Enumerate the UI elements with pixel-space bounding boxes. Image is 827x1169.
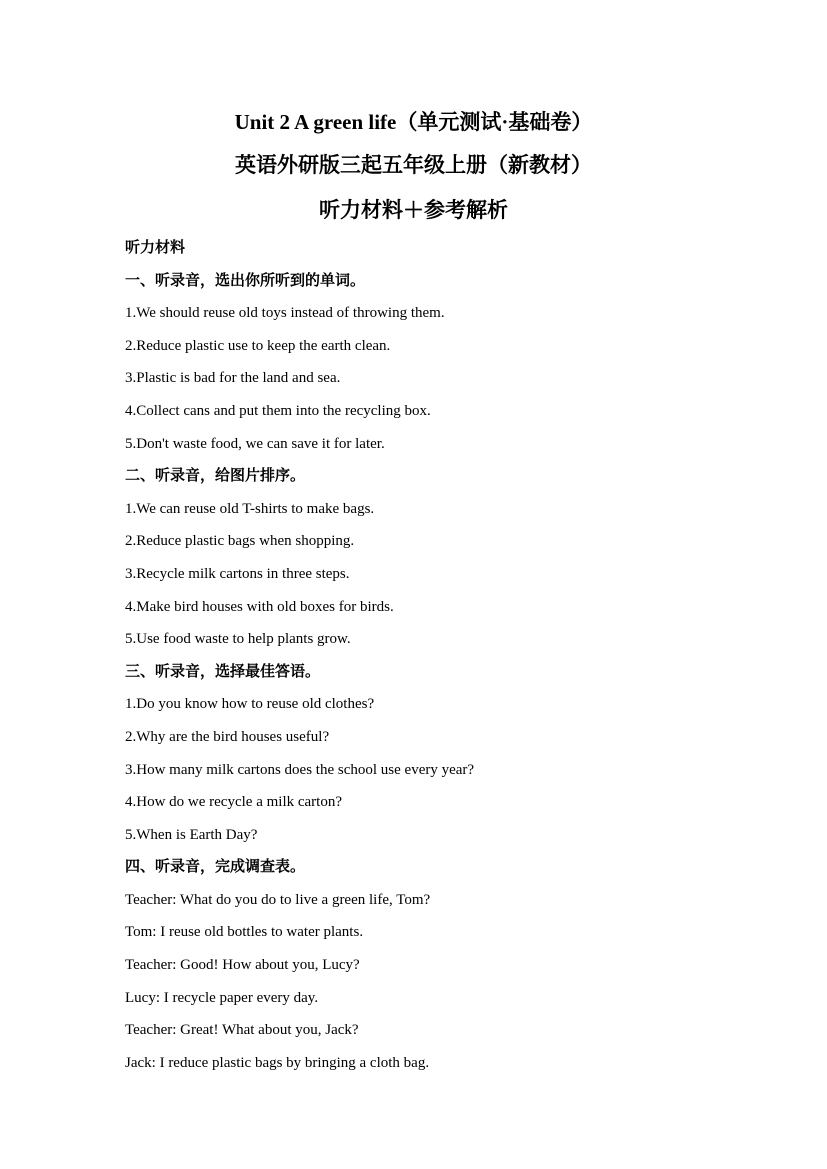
dialogue-line: Teacher: What do you do to live a green life, Tom? <box>125 891 431 908</box>
part-3-item: 1.Do you know how to reuse old clothes? <box>125 696 375 713</box>
part-2-item: 1.We can reuse old T-shirts to make bags. <box>125 500 375 517</box>
dialogue-line: Jack: I reduce plastic bags by bringing a cloth bag. <box>125 1054 430 1071</box>
dialogue-line: Teacher: Good! How about you, Lucy? <box>125 957 360 974</box>
part-2-item: 4.Make bird houses with old boxes for birds. <box>125 598 394 615</box>
part-1-heading: 一、听录音，选出你所听到的单词。 <box>125 272 366 289</box>
listening-material <box>125 232 805 1079</box>
part-1-item: 2.Reduce plastic use to keep the earth clean. <box>125 337 391 354</box>
part-1-item: 3.Plastic is bad for the land and sea. <box>125 370 341 387</box>
part-2-heading: 二、听录音，给图片排序。 <box>125 468 306 485</box>
part-1-item: 4.Collect cans and put them into the recycling box. <box>125 402 431 419</box>
document-subtitle: 英语外研版三起五年级上册（新教材） <box>235 153 592 177</box>
part-4-heading: 四、听录音，完成调查表。 <box>125 859 306 876</box>
part-3-item: 3.How many milk cartons does the school use every year? <box>125 761 475 778</box>
dialogue-line: Lucy: I recycle paper every day. <box>125 989 319 1006</box>
part-1-item: 1.We should reuse old toys instead of throwing them. <box>125 305 445 322</box>
document-section-title: 听力材料＋参考解析 <box>319 198 508 222</box>
dialogue-line: Tom: I reuse old bottles to water plants. <box>125 924 364 941</box>
dialogue-line: Teacher: Great! What about you, Jack? <box>125 1022 359 1039</box>
part-2-item: 5.Use food waste to help plants grow. <box>125 631 351 648</box>
part-3-item: 2.Why are the bird houses useful? <box>125 728 330 745</box>
part-3-item: 5.When is Earth Day? <box>125 826 258 843</box>
part-2-item: 3.Recycle milk cartons in three steps. <box>125 565 350 582</box>
part-2-item: 2.Reduce plastic bags when shopping. <box>125 533 355 550</box>
part-3-item: 4.How do we recycle a milk carton? <box>125 794 342 811</box>
part-1-item: 5.Don't waste food, we can save it for later. <box>125 435 385 452</box>
section-label: 听力材料 <box>125 240 186 256</box>
document-title: Unit 2 A green life（单元测试·基础卷） <box>234 110 593 134</box>
part-3-heading: 三、听录音，选择最佳答语。 <box>125 663 321 680</box>
